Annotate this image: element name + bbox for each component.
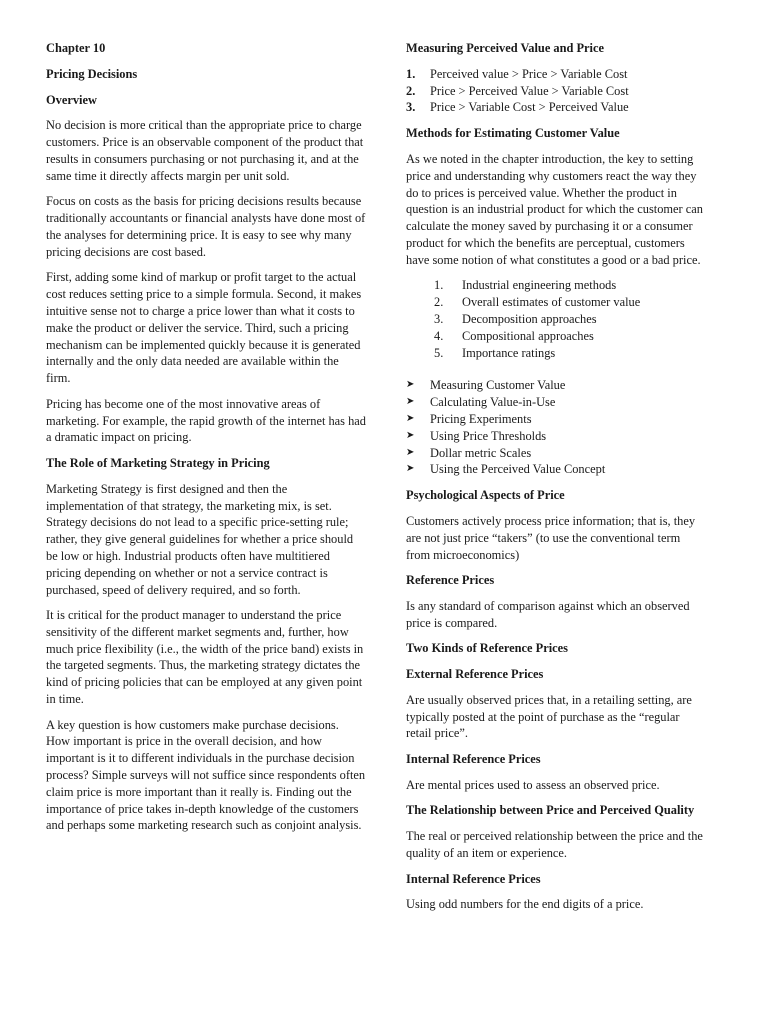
arrowhead-bullet-icon: ➤ bbox=[406, 463, 415, 475]
measuring-heading: Measuring Perceived Value and Price bbox=[406, 41, 604, 55]
external-reference-paragraph: Are usually observed prices that, in a retailing setting, are typically posted at the point of purchase as the “regular retail price”. bbox=[406, 692, 692, 741]
right-column bbox=[406, 40, 706, 922]
arrowhead-bullet-icon: ➤ bbox=[406, 429, 415, 441]
methods-list bbox=[406, 277, 706, 361]
arrowhead-bullet-icon: ➤ bbox=[406, 446, 415, 458]
psych-heading: Psychological Aspects of Price bbox=[406, 488, 565, 503]
list-item: ➤ Measuring Customer Value bbox=[406, 378, 566, 393]
list-item: ➤ Pricing Experiments bbox=[406, 411, 532, 426]
internal-reference-paragraph-2: Using odd numbers for the end digits of a price. bbox=[406, 897, 644, 912]
list-item: ➤ Calculating Value-in-Use bbox=[406, 395, 556, 410]
arrow-bullet-list bbox=[406, 377, 706, 478]
list-item: 3. Price > Variable Cost > Perceived Value bbox=[406, 100, 629, 115]
internal-reference-heading: Internal Reference Prices bbox=[406, 752, 541, 767]
role-paragraph-3: A key question is how customers make purchase decisions. How important is price in the overall decision, and how important is it to different individuals in the purchase decision process? Simple surveys will not suffice since respondents often claim price is more important than it really is. Finding out the importance of price takes in-depth knowledge of the customers and perhaps some marketing research such as conjoint analysis. bbox=[46, 717, 366, 833]
role-heading: The Role of Marketing Strategy in Pricing bbox=[46, 455, 270, 470]
list-item: 2. Price > Perceived Value > Variable Cost bbox=[406, 83, 629, 98]
chapter-title: Pricing Decisions bbox=[46, 66, 138, 81]
internal-reference-heading-2: Internal Reference Prices bbox=[406, 871, 541, 886]
overview-heading: Overview bbox=[46, 92, 97, 107]
overview-paragraph-1: No decision is more critical than the appropriate price to charge customers. Price is an observable component of the product that results in consumers purchasing or not purchasing it, and at the same time it directly affects margin per unit sold. bbox=[46, 118, 364, 183]
psych-paragraph: Customers actively process price information; that is, they are not just price “takers” (to use the conventional term from microeconomics) bbox=[406, 513, 696, 562]
two-kinds-heading: Two Kinds of Reference Prices bbox=[406, 641, 568, 656]
list-item: ➤ Using Price Thresholds bbox=[406, 428, 547, 443]
left-column bbox=[46, 40, 366, 843]
list-item: 4. Compositional approaches bbox=[434, 328, 594, 343]
list-item: 1. Perceived value > Price > Variable Cost bbox=[406, 66, 628, 81]
methods-paragraph: As we noted in the chapter introduction, the key to setting price and understanding why customers react the way they do to prices is perceived value. Whether the product in question is an industrial product for which the customer can calculate the money saved by purchasing it or a consumer product for which the benefits are perceptual, customers have some notion of what constitutes a good or a bad price. bbox=[406, 151, 703, 267]
reference-prices-paragraph: Is any standard of comparison against which an observed price is compared. bbox=[406, 598, 690, 630]
overview-paragraph-3: First, adding some kind of markup or profit target to the actual cost reduces setting price to a simple formula. Second, it makes intuitive sense not to charge a price lower than what it costs to make the product or deliver the service. Third, such a pricing mechanism can be implemented quickly because it is generated internally and the only data needed are available within the firm. bbox=[46, 270, 362, 386]
arrowhead-bullet-icon: ➤ bbox=[406, 396, 415, 408]
methods-heading: Methods for Estimating Customer Value bbox=[406, 126, 620, 141]
arrowhead-bullet-icon: ➤ bbox=[406, 379, 415, 391]
overview-paragraph-2: Focus on costs as the basis for pricing decisions results because traditionally accountants or financial analysts have done most of the analyses for determining price. It is easy to see why many pricing decisions are cost based. bbox=[46, 194, 366, 259]
relationship-paragraph: The real or perceived relationship between the price and the quality of an item or experience. bbox=[406, 829, 703, 861]
reference-prices-heading: Reference Prices bbox=[406, 573, 495, 588]
role-paragraph-1: Marketing Strategy is first designed and then the implementation of that strategy, the marketing mix, is set. Strategy decisions do not lead to a specific price-setting rule; rather, they give general guidelines for whether a price should be low or high. Industrial products often have multitiered pricing depending on whether or not a service contract is purchased, speed of delivery required, and so forth. bbox=[46, 481, 354, 597]
list-item: ➤ Dollar metric Scales bbox=[406, 445, 532, 460]
internal-reference-paragraph: Are mental prices used to assess an observed price. bbox=[406, 777, 660, 792]
list-item: 3. Decomposition approaches bbox=[434, 311, 597, 326]
external-reference-heading: External Reference Prices bbox=[406, 667, 544, 682]
list-item: ➤ Using the Perceived Value Concept bbox=[406, 462, 606, 477]
role-paragraph-2: It is critical for the product manager to understand the price sensitivity of the different market segments and, further, how much price flexibility (i.e., the width of the price band) exists in the targeted segments. Thus, the marketing strategy dictates the kind of pricing policies that can be employed at any given point in time. bbox=[46, 608, 364, 707]
list-item: 2. Overall estimates of customer value bbox=[434, 295, 641, 310]
chapter-label: Chapter 10 bbox=[46, 41, 106, 55]
arrowhead-bullet-icon: ➤ bbox=[406, 412, 415, 424]
measuring-list bbox=[406, 66, 706, 116]
overview-paragraph-4: Pricing has become one of the most innovative areas of marketing. For example, the rapid growth of the internet has had a dramatic impact on pricing. bbox=[46, 396, 366, 445]
list-item: 1. Industrial engineering methods bbox=[434, 278, 617, 293]
relationship-heading: The Relationship between Price and Perceived Quality bbox=[406, 803, 695, 818]
list-item: 5. Importance ratings bbox=[434, 345, 556, 360]
